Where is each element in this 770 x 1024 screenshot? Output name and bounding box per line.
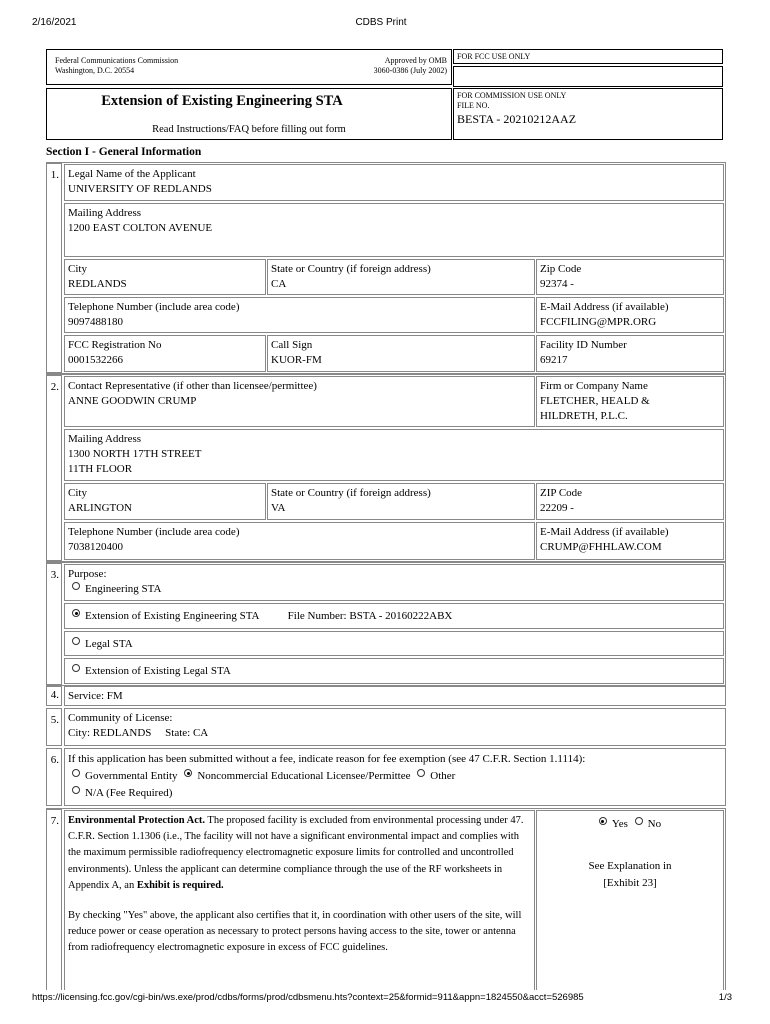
service-field: Service: FM [64, 686, 726, 706]
facility-id-field: Facility ID Number 69217 [536, 335, 724, 372]
fee-option-nce[interactable]: Noncommercial Educational Licensee/Permittee [184, 770, 410, 782]
contact-rep-field: Contact Representative (if other than licensee/permittee) ANNE GOODWIN CRUMP [64, 376, 535, 427]
radio-icon[interactable] [72, 664, 80, 672]
file-number: BESTA - 20210212AAZ [457, 112, 577, 126]
firm-name-field: Firm or Company Name FLETCHER, HEALD & HILDRETH, P.L.C. [536, 376, 724, 427]
frn-field: FCC Registration No 0001532266 [64, 335, 266, 372]
radio-icon[interactable] [72, 769, 80, 777]
email-field: E-Mail Address (if available) FCCFILING@MPR.ORG [536, 297, 724, 333]
agency-info: Federal Communications Commission Washington, D.C. 20554 [55, 56, 179, 75]
radio-icon[interactable] [417, 769, 425, 777]
call-sign-field: Call Sign KUOR-FM [267, 335, 535, 372]
agency-box [46, 49, 452, 85]
radio-selected-icon[interactable] [599, 817, 607, 825]
community-field: Community of License: City: REDLANDS State: CA [64, 708, 726, 746]
radio-icon[interactable] [72, 637, 80, 645]
phone-field: Telephone Number (include area code) 9097488180 [64, 297, 535, 333]
q2-number: 2. [46, 375, 62, 561]
fee-exemption-field: If this application has been submitted without a fee, indicate reason for fee exemption (see 47 C.F.R. Section 1.1114): Governmental Entity Noncommercial Educational Licensee/Permittee Other N/A (Fee Required) [64, 748, 726, 806]
contact-email-field: E-Mail Address (if available) CRUMP@FHHLAW.COM [536, 522, 724, 560]
state-field: State or Country (if foreign address) CA [267, 259, 535, 295]
city-field: City REDLANDS [64, 259, 266, 295]
q4-number: 4. [46, 686, 62, 706]
purpose-option-engineering[interactable]: Engineering STA [68, 582, 720, 597]
print-date: 2/16/2021 [32, 17, 77, 28]
purpose-option-extension[interactable]: Extension of Existing Engineering STA File Number: BSTA - 20160222ABX [64, 603, 724, 629]
exhibit-explanation: See Explanation in [Exhibit 23] [588, 860, 672, 889]
environmental-title: Environmental Protection Act. [68, 815, 205, 826]
purpose-file-number: File Number: BSTA - 20160222ABX [287, 610, 453, 622]
radio-icon[interactable] [72, 786, 80, 794]
radio-selected-icon[interactable] [184, 769, 192, 777]
purpose-field: Purpose: Engineering STA [64, 564, 724, 601]
zip-field: Zip Code 92374 - [536, 259, 724, 295]
purpose-option-legal[interactable]: Legal STA [64, 631, 724, 656]
commission-use-box: FOR COMMISSION USE ONLY FILE NO. BESTA - 20210212AAZ [453, 88, 723, 140]
env-option-no[interactable]: No [635, 818, 661, 830]
mailing-address-field: Mailing Address 1200 EAST COLTON AVENUE [64, 203, 724, 257]
fee-option-other[interactable]: Other [417, 770, 455, 782]
instructions-link[interactable]: Read Instructions/FAQ before filling out form [152, 124, 346, 135]
fcc-use-only-field [453, 66, 723, 87]
print-title: CDBS Print [355, 17, 407, 28]
legal-name-field: Legal Name of the Applicant UNIVERSITY OF REDLANDS [64, 164, 724, 201]
section-title: Section I - General Information [46, 146, 202, 158]
radio-icon[interactable] [635, 817, 643, 825]
form-title-box [46, 88, 452, 140]
q5-number: 5. [46, 708, 62, 746]
fee-option-na[interactable]: N/A (Fee Required) [68, 785, 722, 802]
contact-city-field: City ARLINGTON [64, 483, 266, 520]
contact-mailing-field: Mailing Address 1300 NORTH 17TH STREET 11TH FLOOR [64, 429, 724, 481]
radio-selected-icon[interactable] [72, 609, 80, 617]
print-page-number: 1/3 [718, 992, 732, 1003]
fee-option-governmental[interactable]: Governmental Entity [72, 770, 178, 782]
form-title: Extension of Existing Engineering STA [101, 93, 343, 109]
q3-number: 3. [46, 563, 62, 685]
contact-state-field: State or Country (if foreign address) VA [267, 483, 535, 520]
q6-number: 6. [46, 748, 62, 806]
radio-icon[interactable] [72, 582, 80, 590]
print-url: https://licensing.fcc.gov/cgi-bin/ws.exe/prod/cdbs/forms/prod/cdbsmenu.hts?context=25&formid=911&appn=1824550&acct=526985 [32, 992, 584, 1003]
contact-phone-field: Telephone Number (include area code) 7038120400 [64, 522, 535, 560]
q7-number: 7. [46, 809, 62, 990]
fcc-use-only-box: FOR FCC USE ONLY [453, 49, 723, 64]
environmental-text: Environmental Protection Act. The proposed facility is excluded from environmental processing under 47. C.F.R. Section 1.1306 (i.e., The facility will not have a significant environmental impact and complies with the maximum permissible radiofrequency electromagnetic exposure limits for controlled and uncontrolled environments). Unless the applicant can determine compliance through the use of the RF worksheets in Appendix A, an Exhibit is required. By checking "Yes" above, the applicant also certifies that it, in coordination with other users of the site, will reduce power or cease operation as necessary to protect persons having access to the site, tower or antenna from radiofrequency electromagnetic exposure in excess of FCC guidelines. [64, 810, 535, 990]
contact-zip-field: ZIP Code 22209 - [536, 483, 724, 520]
q1-number: 1. [46, 163, 62, 373]
env-option-yes[interactable]: Yes [599, 818, 628, 830]
purpose-option-ext-legal[interactable]: Extension of Existing Legal STA [64, 658, 724, 684]
omb-info: Approved by OMB 3060-0386 (July 2002) [373, 56, 447, 75]
environmental-answer [536, 810, 724, 990]
